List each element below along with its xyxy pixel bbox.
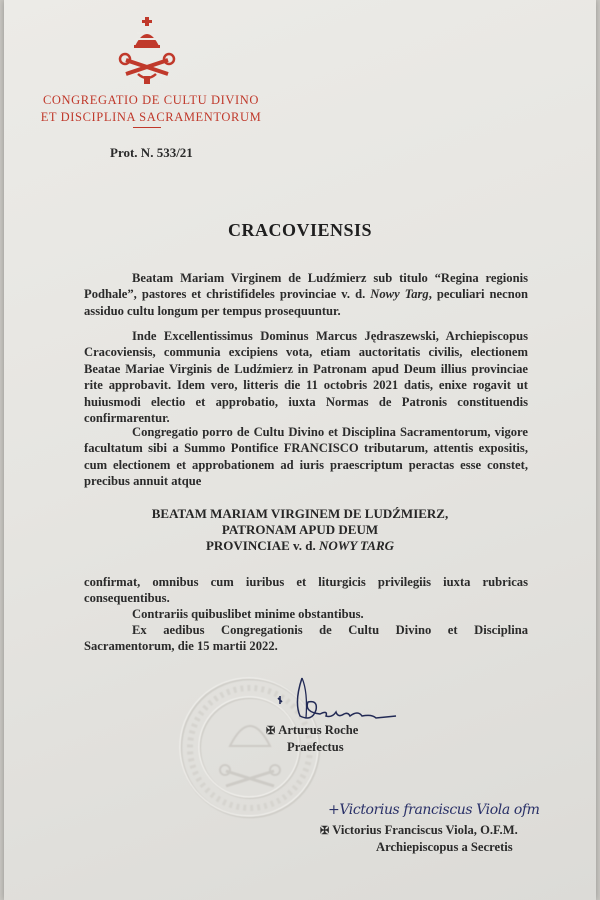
secretary-name-text: Victorius Franciscus Viola, O.F.M. — [332, 823, 518, 837]
declaration-line-1: BEATAM MARIAM VIRGINEM DE LUDŹMIERZ, — [151, 506, 449, 521]
prefect-name — [266, 722, 358, 739]
paragraph-5-text: Contrariis quibuslibet minime obstantibus. — [132, 607, 364, 621]
secretary-name — [320, 822, 518, 839]
protocol-number: Prot. N. 533/21 — [110, 145, 193, 160]
congregation-name — [36, 92, 266, 126]
paragraph-4 — [84, 574, 528, 607]
paragraph-3 — [84, 424, 528, 490]
congregation-line-2: ET DISCIPLINA SACRAMENTORUM — [40, 110, 262, 124]
declaration-line-2: PATRONAM APUD DEUM — [221, 522, 379, 537]
paragraph-6 — [84, 622, 528, 655]
declaration-line-3 — [4, 538, 596, 554]
prefect-name-text: Arturus Roche — [278, 723, 359, 737]
prefect-role: Praefectus — [287, 740, 344, 754]
paragraph-2-text: Inde Excellentissimus Dominus Marcus Jędraszewski, Archiepiscopus Cracoviensis, communia excipiens vota, etiam auctoritatis civilis, electionem Beatae Mariae Virginis de Ludźmierz in Patronam apud Deum illius provinciae rite approbavit. Idem vero, litteris die 11 octobris 2021 datis, enixe rogavit ut huiusmodi electio et approbatio, iuxta Normas de Patronis constituendis confirmarentur. — [84, 329, 528, 426]
declaration-line-3-italic: NOWY TARG — [319, 538, 395, 553]
paragraph-1-text-a: Beatam Mariam Virginem de Ludźmierz sub titulo “Regina regionis Podhale”, pastores et christifideles provinciae v. d. — [84, 271, 528, 302]
paragraph-1-italic: Nowy Targ — [370, 287, 429, 302]
paragraph-4-text: confirmat, omnibus cum iuribus et liturgicis privilegiis iuxta rubricas consequentibus. — [84, 575, 528, 606]
secretary-handwriting: +Victorius franciscus Viola ofm — [328, 802, 540, 818]
paragraph-1 — [84, 270, 528, 319]
paragraph-5 — [84, 606, 528, 622]
cross-icon: ✠ — [266, 725, 276, 737]
document-title: CRACOVIENSIS — [227, 220, 373, 240]
congregation-line-1: CONGREGATIO DE CULTU DIVINO — [42, 93, 260, 107]
cross-icon: ✠ — [320, 825, 330, 837]
prefect-signature-icon — [272, 672, 402, 726]
papal-crest-icon — [118, 16, 176, 86]
document-page — [4, 0, 596, 900]
declaration-block — [4, 506, 596, 554]
paragraph-3-text: Congregatio porro de Cultu Divino et Disciplina Sacramentorum, vigore facultatum sibi a Summo Pontifice FRANCISCO tributarum, attentis expositis, cum electionem et approbationem ad iuris praescriptum peractas esse constet, precibus annuit atque — [84, 425, 528, 489]
secretary-signature — [324, 794, 564, 824]
paragraph-2 — [84, 328, 528, 426]
header-divider — [133, 127, 161, 128]
paragraph-1-text-b: , peculiari necnon assiduo cultu longum per tempus prosequuntur. — [84, 287, 529, 318]
declaration-line-3-text: PROVINCIAE v. d. — [205, 538, 320, 553]
paragraph-6-text: Ex aedibus Congregationis de Cultu Divino et Disciplina Sacramentorum, die 15 martii 2022. — [84, 623, 528, 654]
secretary-role: Archiepiscopus a Secretis — [376, 840, 513, 854]
